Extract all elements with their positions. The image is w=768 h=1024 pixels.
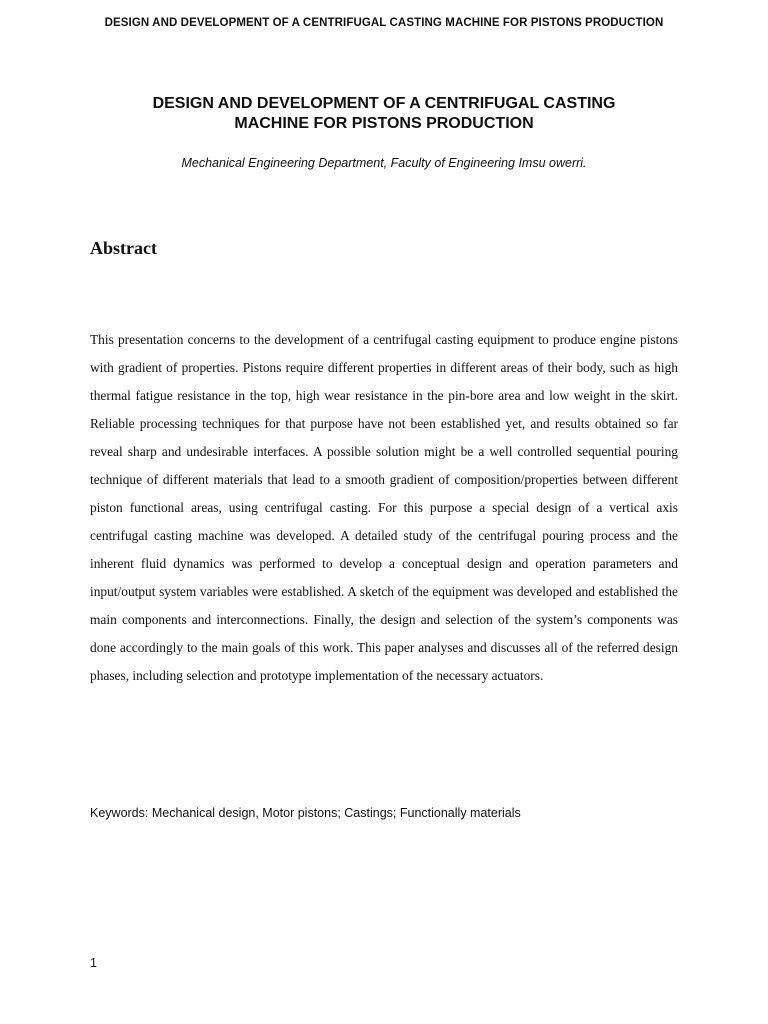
paper-title-line-2: MACHINE FOR PISTONS PRODUCTION: [234, 115, 534, 132]
page-number: 1: [90, 956, 97, 970]
paper-title-line-1: DESIGN AND DEVELOPMENT OF A CENTRIFUGAL CASTING: [152, 95, 616, 112]
abstract-heading: Abstract: [90, 238, 157, 258]
abstract-body: This presentation concerns to the development of a centrifugal casting equipment to produce engine pistons with gradient of properties. Pistons require different properties in different areas of their body, such as high thermal fatigue resistance in the top, high wear resistance in the pin-bore area and low weight in the skirt. Reliable processing techniques for that purpose have not been established yet, and results obtained so far reveal sharp and undesirable interfaces. A possible solution might be a well controlled sequential pouring technique of different materials that lead to a smooth gradient of composition/properties between different piston functional areas, using centrifugal casting. For this purpose a special design of a vertical axis centrifugal casting machine was developed. A detailed study of the centrifugal pouring process and the inherent fluid dynamics was performed to develop a conceptual design and operation parameters and input/output system variables were established. A sketch of the equipment was developed and established the main components and interconnections. Finally, the design and selection of the system’s components was done accordingly to the main goals of this work. This paper analyses and discusses all of the referred design phases, including selection and prototype implementation of the necessary actuators.: [90, 332, 678, 683]
paper-title: [90, 94, 678, 134]
author-affiliation: Mechanical Engineering Department, Faculty of Engineering Imsu owerri.: [181, 156, 587, 170]
running-header: DESIGN AND DEVELOPMENT OF A CENTRIFUGAL CASTING MACHINE FOR PISTONS PRODUCTION: [104, 17, 664, 29]
keywords-line: Keywords: Mechanical design, Motor pistons; Castings; Functionally materials: [90, 806, 521, 820]
